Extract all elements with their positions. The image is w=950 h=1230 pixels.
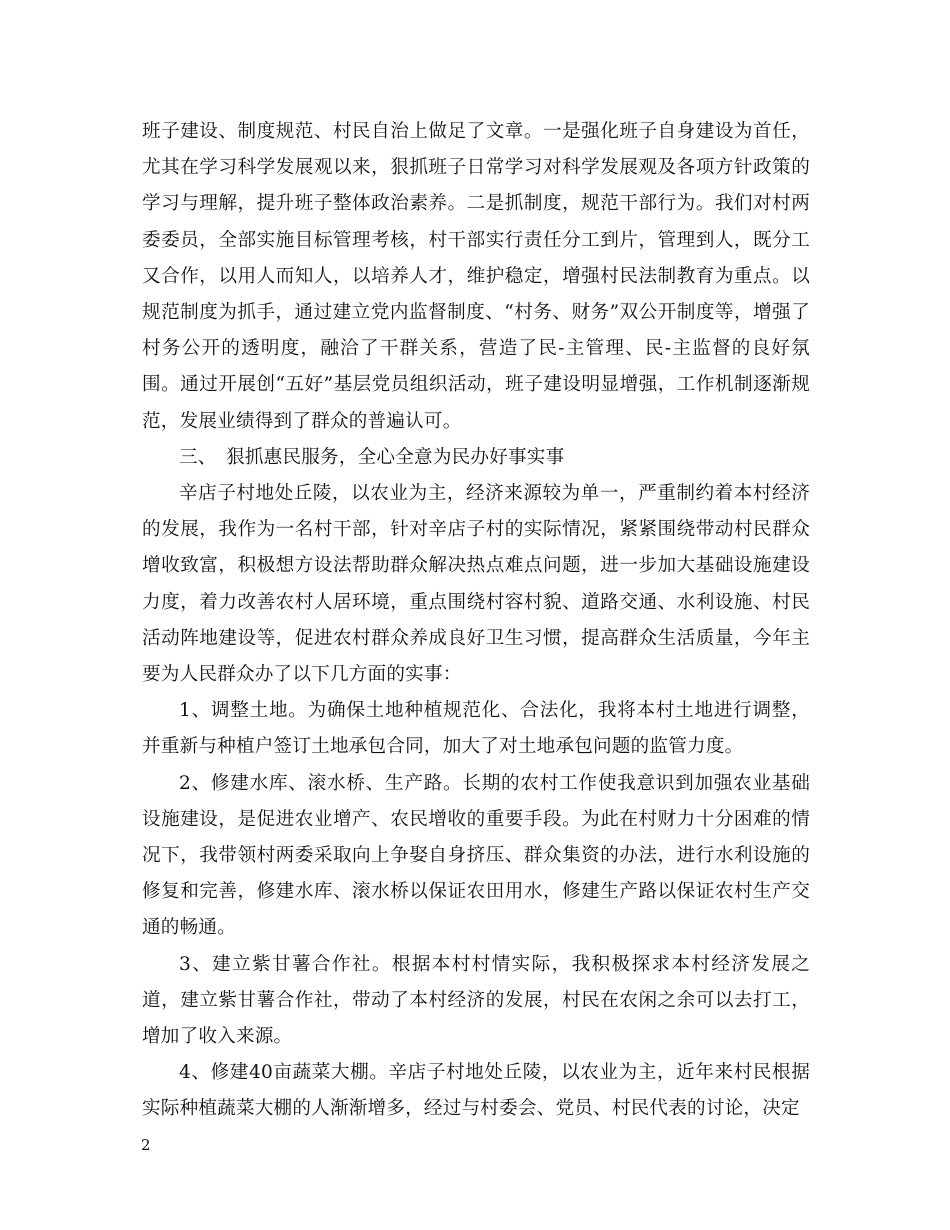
paragraph-continuation: 班子建设、制度规范、村民自治上做足了文章。一是强化班子自身建设为首任，尤其在学习科学发展观以来，狠抓班子日常学习对科学发展观及各项方针政策的学习与理解，提升班子整体政治素养。二是抓制度，规范干部行为。我们对村两委委员，全部实施目标管理考核，村干部实行责任分工到片，管理到人，既分工又合作，以用人而知人，以培养人才，维护稳定，增强村民法制教育为重点。以规范制度为抓手，通过建立党内监督制度、“村务、财务”双公开制度等，增强了村务公开的透明度，融洽了干群关系，营造了民-主管理、民-主监督的良好氛围。通过开展创“五好”基层党员组织活动，班子建设明显增强，工作机制逐渐规范，发展业绩得到了群众的普遍认可。 <box>142 121 810 432</box>
list-item-1: 1、调整土地。为确保土地种植规范化、合法化，我将本村土地进行调整，并重新与种植户签订土地承包合同，加大了对土地承包问题的监管力度。 <box>142 700 810 758</box>
section-heading-3: 三、 狠抓惠民服务，全心全意为民办好事实事 <box>179 446 565 468</box>
list-item-2: 2、修建水库、滚水桥、生产路。长期的农村工作使我意识到加强农业基础设施建设，是促进农业增产、农民增收的重要手段。为此在村财力十分困难的情况下，我带领村两委采取向上争娶自身挤压、群众集资的办法，进行水利设施的修复和完善，修建水库、滚水桥以保证农田用水，修建生产路以保证农村生产交通的畅通。 <box>142 772 810 939</box>
list-item-3: 3、建立紫甘薯合作社。根据本村村情实际，我积极探求本村经济发展之道，建立紫甘薯合作社，带动了本村经济的发展，村民在农闲之余可以去打工，增加了收入来源。 <box>142 953 810 1048</box>
list-item-4: 4、修建40亩蔬菜大棚。辛店子村地处丘陵，以农业为主，近年来村民根据实际种植蔬菜大棚的人渐渐增多，经过与村委会、党员、村民代表的讨论，决定 <box>142 1062 810 1120</box>
page-number: 2 <box>141 1136 151 1154</box>
document-body <box>142 114 810 1128</box>
paragraph-village-overview: 辛店子村地处丘陵，以农业为主，经济来源较为单一，严重制约着本村经济的发展，我作为一名村干部，针对辛店子村的实际情况，紧紧围绕带动村民群众增收致富，积极想方设法帮助群众解决热点难点问题，进一步加大基础设施建设力度，着力改善农村人居环境，重点围绕村容村貌、道路交通、水利设施、村民活动阵地建设等，促进农村群众养成良好卫生习惯，提高群众生活质量，今年主要为人民群众办了以下几方面的实事： <box>142 483 810 686</box>
